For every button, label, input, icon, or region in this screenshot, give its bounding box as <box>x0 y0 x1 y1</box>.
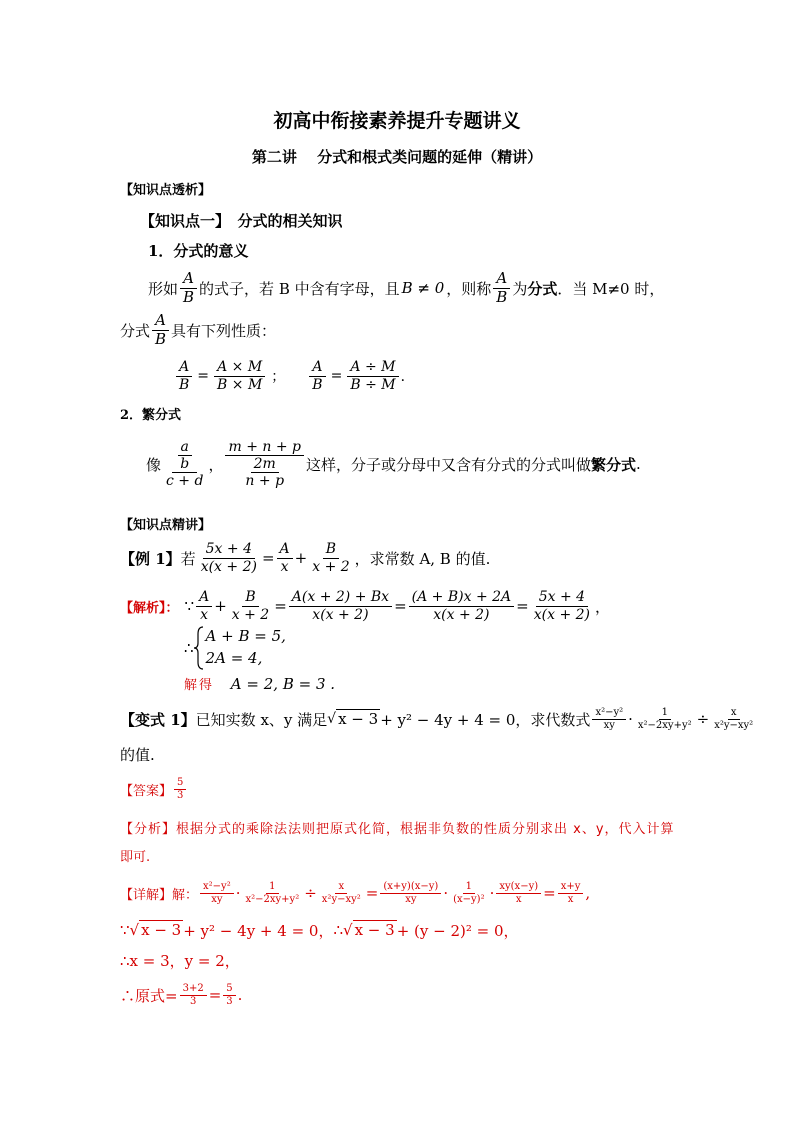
detail-line-a: ∵ √ x − 3 + y² − 4y + 4 = 0， ∴ √ x − 3 + (y − 2)² = 0， <box>120 921 519 940</box>
analysis-line-2: 即可. <box>120 850 151 865</box>
example-one: 【例 1】 若 $\frac{5x + 4}{x(x + 2)}$ = $\frac{A}{x}$ + $\frac{B}{x + 2}$ ，求常数 A, B 的值. <box>120 541 491 575</box>
variant-one: 【变式 1】 已知实数 x、y 满足 √ x − 3 + y² − 4y + 4 = 0，求代数式 $\frac{\text{x²−y²}}{xy}$ · $\frac{1}{\text{x²−2xy+y²}}$ ÷ $\frac{x}{\text{x²y−xy²}}$ <box>120 707 754 731</box>
complex-fraction-two: $\frac{m + n + p}{\frac{2m}{n + p}}$ <box>225 439 304 489</box>
detail-label: 【详解】 <box>120 887 173 903</box>
fraction-a-over-b: $\frac{A}{B}$ <box>493 270 510 306</box>
answer-line: 【答案】 $\frac{5}{3}$ <box>120 774 188 804</box>
detail-line: 【详解】 解： $\frac{\text{x²−y²}}{xy}$ · $\frac{1}{\text{x²−2xy+y²}}$ ÷ $\frac{x}{\text{x²y−xy²}}$ = $\frac{(x+y)(x-y)}{xy}$ · $\frac{1}{\text{(x−y)²}}$ · $\frac{xy(x-y)}{x}$ = $\frac{x+y}{x}$ , <box>120 881 591 905</box>
variant-one-tail: 的值. <box>120 746 155 764</box>
detail-line-b: ∴x = 3，y = 2， <box>120 952 240 970</box>
knowledge-point-one: 【知识点一】 分式的相关知识 <box>140 212 343 230</box>
section-knowledge-analysis: 【知识点透析】 <box>120 183 212 198</box>
section-knowledge-explanation: 【知识点精讲】 <box>120 518 212 533</box>
fraction-properties: $\frac{A}{B}$ = $\frac{A \times M}{B \times M}$ ； $\frac{A}{B}$ = $\frac{A \div M}{B \div M}$ ． <box>174 356 415 396</box>
example-label: 【例 1】 <box>120 549 181 568</box>
item-fraction-meaning: 1．分式的意义 <box>148 242 249 260</box>
complex-fraction-one: $\frac{\frac{a}{b}}{c + d}$ <box>166 438 204 490</box>
analysis-line-1: 【分析】根据分式的乘除法法则把原式化简，根据非负数的性质分别求出 x、y，代入计算 <box>120 822 675 837</box>
fraction-a-over-b: $\frac{A}{B}$ <box>152 312 169 348</box>
equation-system: ∴ A + B = 5, 2A = 4, <box>184 624 286 672</box>
solution-label: 【解析】： <box>120 600 179 616</box>
item-complex-fraction: 2．繁分式 <box>120 408 182 423</box>
variant-label: 【变式 1】 <box>120 710 196 729</box>
answer-label: 【答案】 <box>120 783 173 799</box>
fraction-definition-line: 形如 $\frac{A}{B}$ 的式子，若 B 中含有字母，且 B ≠ 0 ，则称 $\frac{A}{B}$ 为 分式 ．当 M≠0 时， <box>148 269 665 306</box>
page-subtitle: 第二讲 分式和根式类问题的延伸（精讲） <box>251 148 543 166</box>
solution-line: 【解析】： ∵ $\frac{A}{x}$ + $\frac{B}{x + 2}$ = $\frac{A(x + 2) + Bx}{x(x + 2)}$ = $\frac{(A + B)x + 2A}{x(x + 2)}$ = $\frac{5x + 4}{x(x + 2)}$ ， <box>120 589 611 623</box>
fraction-property-intro: 分式 $\frac{A}{B}$ 具有下列性质： <box>120 311 277 348</box>
page-title: 初高中衔接素养提升专题讲义 <box>273 110 521 132</box>
left-brace-icon <box>194 626 204 670</box>
complex-fraction-line: 像 $\frac{\frac{a}{b}}{c + d}$ ， $\frac{m + n + p}{\frac{2m}{n + p}}$ 这样，分子或分母中又含有分式的分式叫做 繁分式 . <box>146 438 641 490</box>
solve-line: 解得 A = 2, B = 3 . <box>184 675 336 693</box>
fraction-a-over-b: $\frac{A}{B}$ <box>180 270 197 306</box>
detail-line-c: ∴原式= $\frac{3+2}{3}$ = $\frac{5}{3}$ . <box>120 983 243 1007</box>
